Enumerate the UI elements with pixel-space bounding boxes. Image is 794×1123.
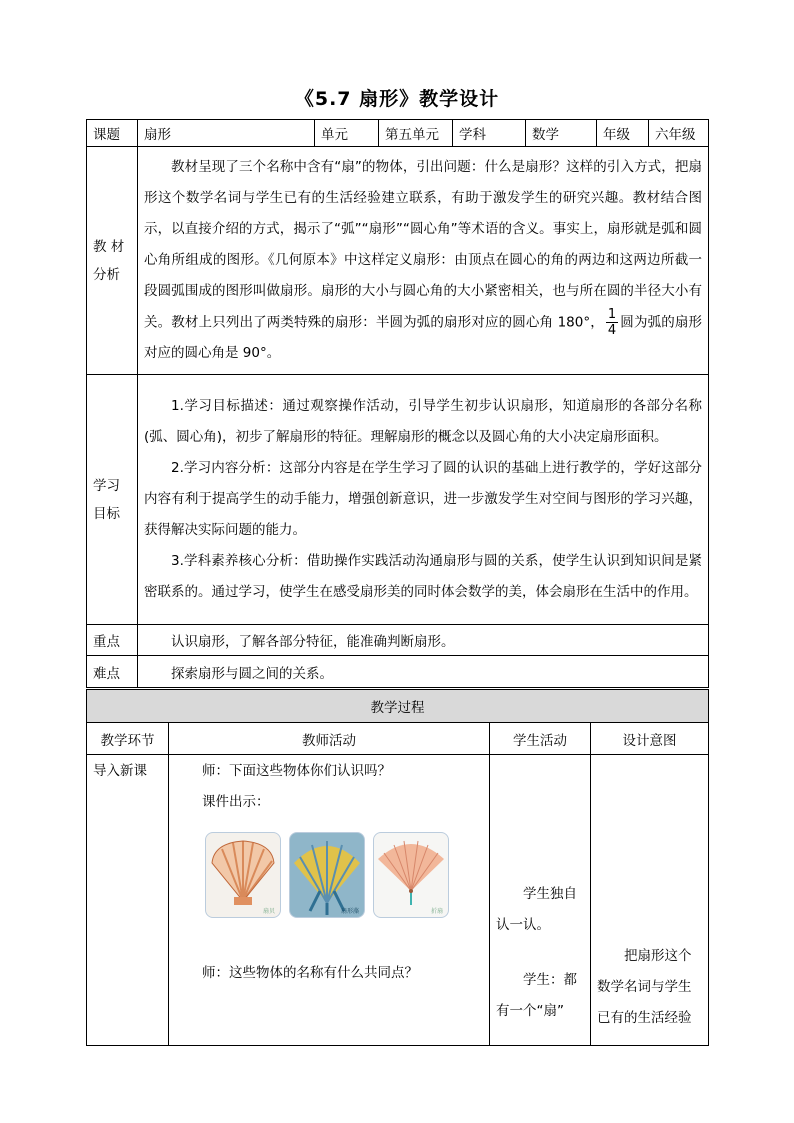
col-intent: 设计意图	[591, 723, 709, 755]
objective-2: 2.学习内容分析：这部分内容是在学生学习了圆的认识的基础上进行教学的，学好这部分内容有利于提高学生的动手能力，增强创新意识，进一步激发学生对空间与图形的学习兴趣，获得解决实际问题的能力。	[144, 460, 702, 538]
key-point-row	[87, 625, 709, 656]
topic-value: 扇形	[138, 120, 315, 147]
objectives-row	[87, 375, 709, 625]
fan-algae-image	[289, 832, 365, 918]
intent-cell	[591, 755, 709, 1046]
topic-label: 课题	[87, 120, 138, 147]
page-title: 《5.7 扇形》教学设计	[294, 88, 500, 110]
objectives-cell	[138, 375, 709, 625]
grade-value: 六年级	[649, 120, 709, 147]
col-student: 学生活动	[490, 723, 591, 755]
analysis-label: 教 材分析	[87, 147, 138, 375]
object-images	[205, 832, 483, 918]
intro-row	[87, 755, 709, 1046]
student-answer-2: 学生：都有一个“扇”	[496, 972, 577, 1019]
difficulty-text: 探索扇形与圆之间的关系。	[138, 656, 709, 688]
student-answer-1: 学生独自认一认。	[496, 886, 577, 933]
teacher-show: 课件出示：	[202, 794, 270, 810]
teacher-question-1: 师：下面这些物体你们认识吗？	[202, 763, 391, 779]
col-stage: 教学环节	[87, 723, 169, 755]
caption-folding-fan: 折扇	[430, 908, 443, 915]
analysis-row	[87, 147, 709, 375]
analysis-tail: 圆为弧的扇形对应的圆心角是 90°。	[144, 314, 703, 362]
stage-cell: 导入新课	[87, 755, 169, 1046]
objectives-label: 学习目标	[87, 375, 138, 625]
lesson-info-table	[86, 119, 709, 688]
difficulty-label: 难点	[87, 656, 138, 688]
analysis-body: 教材呈现了三个名称中含有“扇”的物体，引出问题：什么是扇形？这样的引入方式，把扇形这个数学名词与学生已有的生活经验建立联系，有助于激发学生的研究兴趣。教材结合图示，以直接介绍的方式，揭示了“弧”“扇形”“圆心角”等术语的含义。事实上，扇形就是弧和圆心角所组成的图形。《几何原本》中这样定义扇形：由顶点在圆心的角的两边和这两边所截一段圆弧围成的图形叫做扇形。扇形的大小与圆心角的大小紧密相关，也与所在圆的半径大小有关。教材上只列出了两类特殊的扇形：半圆为弧的扇形对应的圆心角 180°，	[144, 158, 702, 331]
objective-1: 1.学习目标描述：通过观察操作活动，引导学生初步认识扇形，知道扇形的各部分名称(弧、圆心角)，初步了解扇形的特征。理解扇形的概念以及圆心角的大小决定扇形面积。	[144, 398, 702, 445]
key-point-text: 认识扇形，了解各部分特征，能准确判断扇形。	[138, 625, 709, 656]
analysis-cell	[138, 147, 709, 375]
key-point-label: 重点	[87, 625, 138, 656]
design-intent: 把扇形这个数学名词与学生已有的生活经验	[597, 948, 692, 1026]
unit-value: 第五单元	[379, 120, 453, 147]
teacher-question-2: 师：这些物体的名称有什么共同点？	[202, 965, 418, 981]
objective-3: 3.学科素养核心分析：借助操作实践活动沟通扇形与圆的关系，使学生认识到知识间是紧密联系的。通过学习，使学生在感受扇形美的同时体会数学的美，体会扇形在生活中的作用。	[144, 553, 702, 600]
subject-label: 学科	[453, 120, 526, 147]
teacher-cell	[169, 755, 490, 1046]
quarter-fraction	[606, 307, 618, 338]
caption-fan-algae: 扇形藻	[340, 908, 359, 915]
subject-value: 数学	[526, 120, 597, 147]
analysis-text	[144, 152, 702, 370]
process-table	[86, 689, 709, 1046]
col-teacher: 教师活动	[169, 723, 490, 755]
process-header-row	[87, 723, 709, 755]
unit-label: 单元	[315, 120, 379, 147]
fraction-denominator: 4	[607, 322, 617, 338]
difficulty-row	[87, 656, 709, 688]
info-row	[87, 120, 709, 147]
caption-scallop: 扇贝	[262, 908, 275, 915]
process-heading: 教学过程	[87, 690, 709, 723]
grade-label: 年级	[597, 120, 649, 147]
folding-fan-image	[373, 832, 449, 918]
student-cell	[490, 755, 591, 1046]
fraction-numerator: 1	[607, 306, 617, 322]
scallop-image	[205, 832, 281, 918]
